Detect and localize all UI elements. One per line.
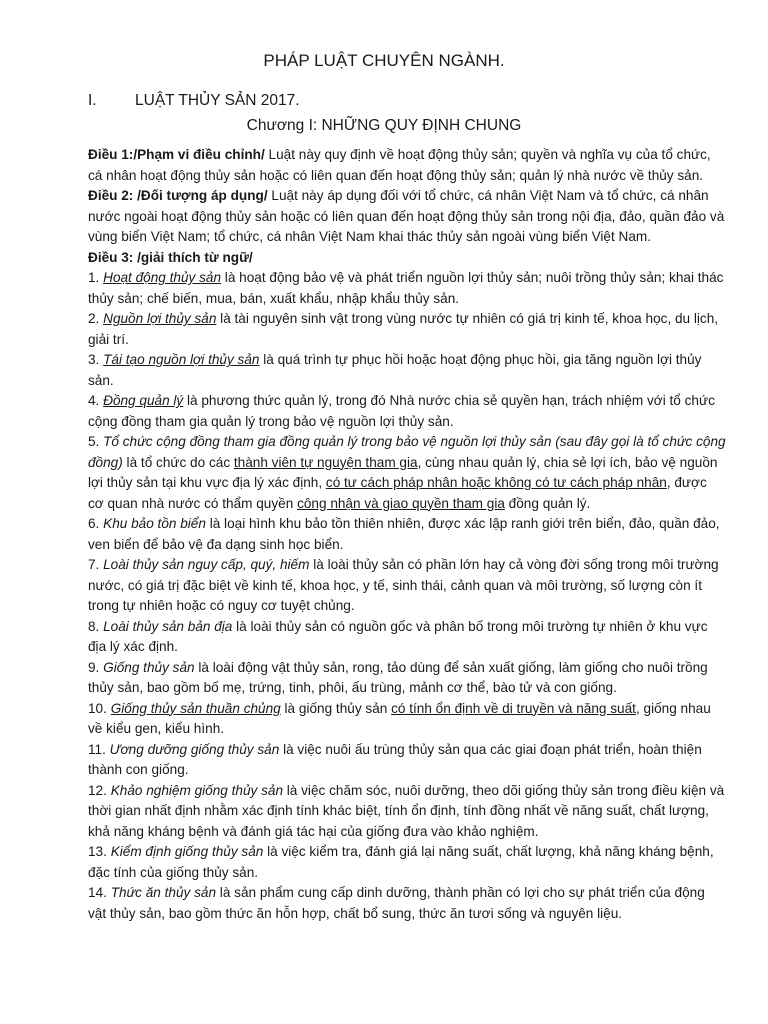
definition-term: Hoạt động thủy sản [103,270,222,285]
definition-text: đồng quản lý. [504,495,591,511]
definition-number: 3. [88,352,104,367]
definition-1 [88,268,726,309]
definition-number: 10. [88,700,111,716]
definition-number: 5. [88,434,104,449]
definition-3 [88,350,726,391]
definition-number: 9. [88,659,104,675]
definition-text: là loài động vật thủy sản, rong, tảo dùng để sản xuất giống, làm giống cho nuôi trồng thủy sản, bao gồm bố mẹ, trứng, tinh, phôi, ấu trùng, mảnh cơ thể, bào tử và con giống. [88,659,708,695]
definition-term: Tổ chức cộng đồng tham gia đồng quản lý trong bảo vệ nguồn lợi thủy sản (sau đây gọi là tổ chức cộng đồng) [88,434,726,470]
article-3-heading: Điều 3: /giải thích từ ngữ/ [88,249,253,265]
definition-number: 12. [88,782,111,798]
definition-14 [88,883,726,924]
definition-11 [88,740,726,781]
definition-text: là hoạt động bảo vệ và phát triển nguồn lợi thủy sản; nuôi trồng thủy sản; khai thác thủy sản; chế biến, mua, bán, xuất khẩu, nhập khẩu thủy sản. [88,270,724,306]
definition-text: là loài thủy sản có nguồn gốc và phân bố trong môi trường tự nhiên ở khu vực địa lý xác định. [88,618,708,654]
definition-term: Loài thủy sản nguy cấp, quý, hiếm [103,557,310,572]
definition-term: Giống thủy sản thuần chủng [110,700,281,716]
definition-number: 2. [88,311,104,326]
definition-term: Tái tạo nguồn lợi thủy sản [103,352,260,367]
definition-term: Nguồn lợi thủy sản [103,311,217,326]
article-1 [88,145,726,186]
definition-term: Thức ăn thủy sản [110,885,217,900]
definition-text: là loại hình khu bảo tồn thiên nhiên, được xác lập ranh giới trên biển, đảo, quần đảo, ven biển để bảo vệ đa dạng sinh học biển. [88,516,720,552]
document-title: PHÁP LUẬT CHUYÊN NGÀNH. [263,51,505,70]
definition-term: Khu bảo tồn biển [103,516,206,531]
definition-6 [88,514,726,555]
definition-text: là tài nguyên sinh vật trong vùng nước tự nhiên có giá trị kinh tế, khoa học, du lịch, giải trí. [88,311,719,347]
definition-4 [88,391,726,432]
definition-number: 13. [88,844,111,859]
definition-13 [88,842,726,883]
definition-text: là loài thủy sản có phần lớn hay cả vòng đời sống trong môi trường nước, có giá trị đặc biệt về kinh tế, khoa học, y tế, sinh thái, cảnh quan và môi trường, số lượng còn ít trong tự nhiên hoặc có nguy cơ tuyệt chủng. [88,557,719,613]
definition-number: 8. [88,618,104,634]
section-title: LUẬT THỦY SẢN 2017. [135,92,300,109]
definition-term: Ương dưỡng giống thủy sản [109,741,280,757]
article-2 [88,186,726,248]
definition-number: 6. [88,516,104,531]
definition-2 [88,309,726,350]
definition-number: 1. [88,270,104,285]
definition-term: Kiểm định giống thủy sản [110,844,264,859]
definition-10 [88,699,726,740]
underlined-phrase: công nhận và giao quyền tham gia [297,495,505,511]
article-2-heading: Điều 2: /Đối tượng áp dụng/ [88,188,268,203]
definition-number: 14. [88,885,111,900]
definition-term: Đồng quản lý [103,393,184,408]
definition-text: , được cơ quan nhà nước có thẩm quyền [88,475,707,511]
definition-8 [88,617,726,658]
definition-text: là phương thức quản lý, trong đó Nhà nước chia sẻ quyền hạn, trách nhiệm với tổ chức cộng đồng tham gia quản lý trong bảo vệ nguồn lợi thủy sản. [88,393,715,429]
definition-term: Khảo nghiệm giống thủy sản [110,782,283,798]
definition-text: là việc kiểm tra, đánh giá lại năng suất, chất lượng, khả năng kháng bệnh, đặc tính của giống thủy sản. [88,844,714,880]
definition-number: 7. [88,557,104,572]
definition-text: là sản phẩm cung cấp dinh dưỡng, thành phần có lợi cho sự phát triển của động vật thủy sản, bao gồm thức ăn hỗn hợp, chất bổ sung, thức ăn tươi sống và nguyên liệu. [88,885,705,921]
definition-12 [88,781,726,843]
article-2-text: Luật này áp dụng đối với tổ chức, cá nhân Việt Nam và tổ chức, cá nhân nước ngoài hoạt động thủy sản hoặc có liên quan đến hoạt động thủy sản trong nội địa, đảo, quần đảo và vùng biển Việt Nam; tổ chức, cá nhân Việt Nam khai thác thủy sản ngoài vùng biển Việt Nam. [88,188,725,244]
section-heading [88,92,300,110]
definition-text: là việc chăm sóc, nuôi dưỡng, theo dõi giống thủy sản trong điều kiện và thời gian nhất định nhằm xác định tính khác biệt, tính ổn định, tính đồng nhất về năng suất, chất lượng, khả năng kháng bệnh và đánh giá tác hại của giống đưa vào khảo nghiệm. [88,782,725,839]
definition-5 [88,432,726,514]
definition-number: 4. [88,393,104,408]
section-number: I. [88,92,97,109]
definition-text: là tổ chức do các [122,454,234,470]
chapter-heading: Chương I: NHỮNG QUY ĐỊNH CHUNG [246,117,522,134]
underlined-phrase: có tư cách pháp nhân hoặc không có tư cách pháp nhân [325,475,667,490]
article-3 [88,248,726,269]
definition-7 [88,555,726,617]
definition-text: là giống thủy sản [280,700,392,716]
definition-number: 11. [88,741,110,757]
definition-9 [88,658,726,699]
definition-text: , cùng nhau quản lý, chia sẻ lợi ích, bảo vệ nguồn lợi thủy sản tại khu vực địa lý xác định, [88,454,718,490]
underlined-phrase: có tính ổn định về di truyền và năng suất [391,700,636,716]
definition-text: , giống nhau về kiểu gen, kiểu hình. [88,700,711,736]
underlined-phrase: thành viên tự nguyện tham gia [233,454,418,470]
document-body [88,145,726,924]
definition-text: là việc nuôi ấu trùng thủy sản qua các giai đoạn phát triển, hoàn thiện thành con giống. [88,741,702,777]
definition-term: Loài thủy sản bản địa [103,618,233,634]
definition-text: là quá trình tự phục hồi hoặc hoạt động phục hồi, gia tăng nguồn lợi thủy sản. [88,352,702,388]
definition-term: Giống thủy sản [103,659,195,675]
article-1-text: Luật này quy định về hoạt động thủy sản; quyền và nghĩa vụ của tổ chức, cá nhân hoạt động thủy sản hoặc có liên quan đến hoạt động thủy sản; quản lý nhà nước về thủy sản. [88,147,711,183]
article-1-heading: Điều 1:/Phạm vi điều chỉnh/ [88,147,265,162]
